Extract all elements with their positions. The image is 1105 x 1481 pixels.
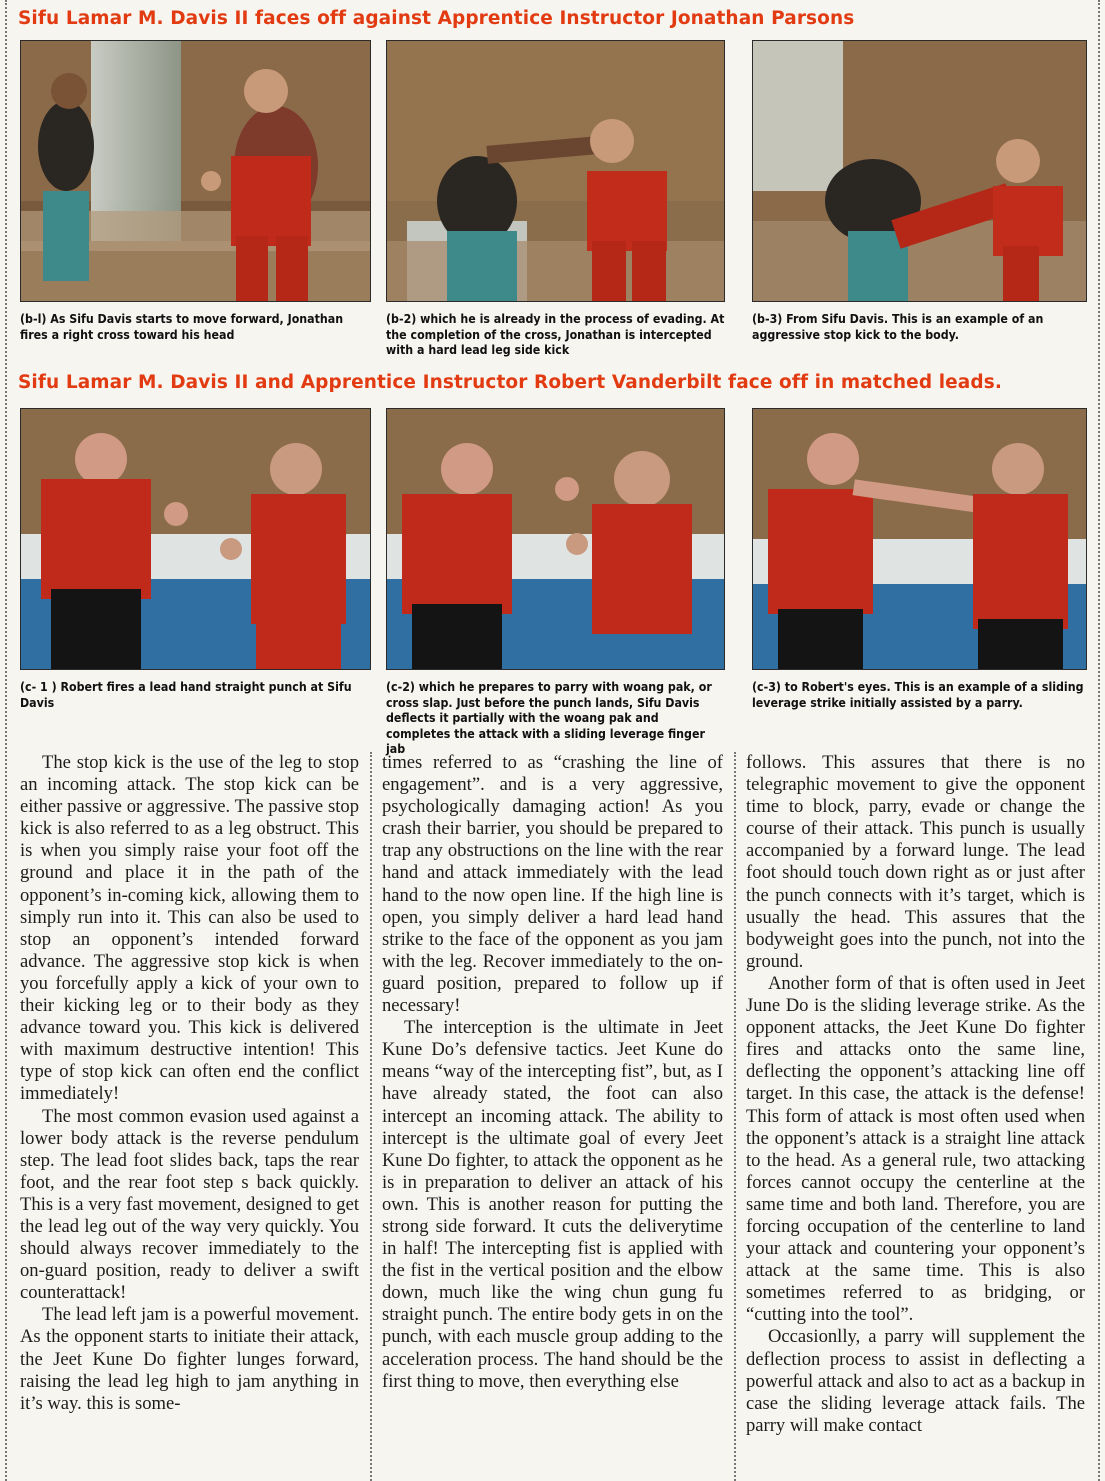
paragraph-lead-left-jam: The lead left jam is a powerful movement. As the opponent starts to initiate their attack, the Jeet Kune Do fighter lunges forward, raising the lead leg high to jam anything in it’s way. this is some- — [20, 1304, 359, 1414]
caption-c2: (c-2) which he prepares to parry with woang pak, or cross slap. Just before the punch lands, Sifu Davis deflects it partially with the woang pak and completes the attack with a sliding leverage finger jab — [386, 680, 712, 756]
paragraph-interception: The interception is the ultimate in Jeet Kune Do’s defensive tactics. Jeet Kune do means “way of the intercepting fist”, but, as I have already stated, the foot can also intercept an incoming attack. The ability to intercept is the ultimate goal of every Jeet Kune Do fighter, to attack the opponent as he is in preparation to deliver an attack of his own. This is another reason for putting the strong side forward. It cuts the deliverytime in half! The intercepting fist is applied with the fist in the vertical position and the elbow down, much like the wing chun gung fu straight punch. The entire body gets in on the punch, with each muscle group adding to the acceleration process. The hand should be the first thing to move, then everything else — [382, 1017, 723, 1392]
photo-b1 — [20, 40, 371, 302]
headline-section-c: Sifu Lamar M. Davis II and Apprentice Instructor Robert Vanderbilt face off in matched leads. — [18, 372, 1002, 393]
column-rule-2 — [734, 752, 736, 1481]
left-border-rule — [5, 0, 7, 1481]
photo-c1 — [20, 408, 371, 670]
column-rule-1 — [370, 752, 372, 1481]
right-border-rule — [1098, 0, 1100, 1481]
photo-c2 — [386, 408, 725, 670]
body-column-1 — [20, 752, 359, 1415]
paragraph-evasion: The most common evasion used against a lower body attack is the reverse pendulum step. The lead foot slides back, taps the rear foot, and the rear foot step s back quickly. This is a very fast movement, designed to get the lead leg out of the way very quickly. You should always recover immediately to the on-guard position, ready to deliver a swift counterattack! — [20, 1105, 359, 1304]
body-column-3 — [746, 752, 1085, 1437]
caption-b3: (b-3) From Sifu Davis. This is an example of an aggressive stop kick to the body. — [752, 312, 1044, 342]
caption-c1: (c- 1 ) Robert fires a lead hand straight punch at Sifu Davis — [20, 680, 352, 710]
caption-b2: (b-2) which he is already in the process of evading. At the completion of the cross, Jonathan is intercepted with a hard lead leg side kick — [386, 312, 725, 357]
photo-b3 — [752, 40, 1087, 302]
photo-b2 — [386, 40, 725, 302]
paragraph-stop-kick: The stop kick is the use of the leg to stop an incoming attack. The stop kick can be either passive or aggressive. The passive stop kick is also referred to as a leg obstruct. This is when you simply raise your foot off the ground and place it in the path of the opponent’s in-coming kick, allowing them to simply run into it. This can also be used to stop an opponent’s intended forward advance. The aggressive stop kick is when you forcefully apply a kick of your own to their kicking leg or to their body as they advance toward you. This kick is delivered with maximum destructive intention! This type of stop kick can often end the conflict immediately! — [20, 752, 359, 1105]
paragraph-parry: Occasionlly, a parry will supplement the deflection process to assist in deflecting a powerful attack and also to act as a backup in case the sliding leverage attack fails. The parry will make contact — [746, 1326, 1085, 1436]
photo-c3 — [752, 408, 1087, 670]
paragraph-telegraphic: follows. This assures that there is no telegraphic movement to give the opponent time to block, parry, evade or change the course of their attack. This punch is usually accompanied by a forward lunge. The lead foot should touch down right as or just after the punch connects with it’s target, which is usually the head. This assures that the bodyweight goes into the punch, not into the ground. — [746, 752, 1085, 972]
caption-c3: (c-3) to Robert's eyes. This is an example of a sliding leverage strike initially assisted by a parry. — [752, 680, 1084, 710]
body-column-2 — [382, 752, 723, 1393]
paragraph-crashing-line: times referred to as “crashing the line of engagement”. and is a very aggressive, psychologically damaging action! As you crash their barrier, you should be prepared to trap any obstructions on the line with the rear hand and attack immediately with the lead hand to the now open line. If the high line is open, you simply deliver a hard lead hand strike to the face of the opponent as you jam with the leg. Recover immediately to the on-guard position, prepared to follow up if necessary! — [382, 752, 723, 1017]
caption-b1: (b-l) As Sifu Davis starts to move forward, Jonathan fires a right cross toward his head — [20, 312, 344, 342]
headline-section-b: Sifu Lamar M. Davis II faces off against Apprentice Instructor Jonathan Parsons — [18, 8, 855, 29]
paragraph-sliding-leverage: Another form of that is often used in Jeet June Do is the sliding leverage strike. As the opponent attacks, the Jeet Kune Do fighter fires and attacks onto the same line, deflecting the opponent’s attacking line off target. In this case, the attack is the defense! This form of attack is most often used when the opponent’s attack is a straight line attack to the head. As a general rule, two attacking forces cannot occupy the centerline at the same time and both land. Therefore, you are forcing occupation of the centerline to land your attack and countering your opponent’s attack at the same time. This is also sometimes referred to as bridging, or “cutting into the tool”. — [746, 972, 1085, 1326]
